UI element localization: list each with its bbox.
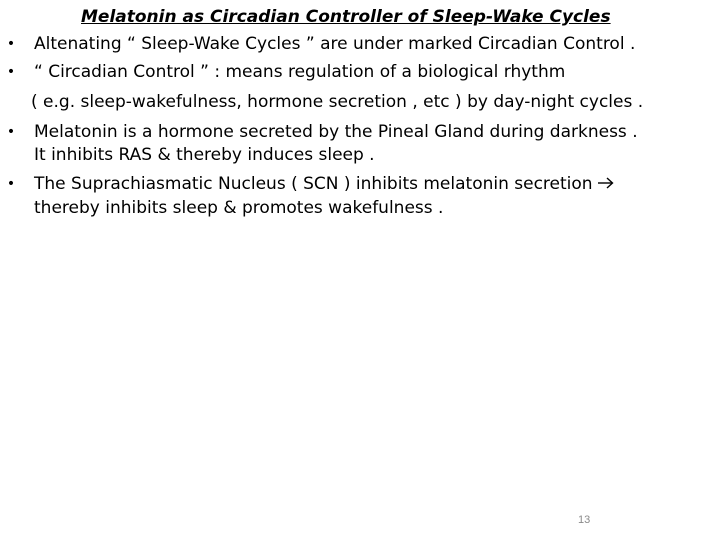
bullet-text: Melatonin is a hormone secreted by the Pineal Gland during darkness . [34,122,638,142]
bullet-text-with-arrow [34,171,615,197]
bullet-marker: • [6,176,16,192]
bullet-text: Altenating “ Sleep-Wake Cycles ” are under marked Circadian Control . [34,34,636,54]
bullet-text: The Suprachiasmatic Nucleus ( SCN ) inhibits melatonin secretion [34,174,593,194]
bullet-continuation-text: ( e.g. sleep-wakefulness, hormone secretion , etc ) by day-night cycles . [31,92,644,112]
bullet-marker: • [6,36,16,52]
right-arrow-icon [597,176,615,190]
bullet-marker: • [6,124,16,140]
bullet-continuation-text: It inhibits RAS & thereby induces sleep . [34,145,375,165]
slide-title: Melatonin as Circadian Controller of Sleep-Wake Cycles [81,7,611,27]
page-number: 13 [578,514,591,526]
bullet-marker: • [6,64,16,80]
bullet-continuation-text: thereby inhibits sleep & promotes wakefulness . [34,198,444,218]
bullet-text: “ Circadian Control ” : means regulation of a biological rhythm [34,62,566,82]
